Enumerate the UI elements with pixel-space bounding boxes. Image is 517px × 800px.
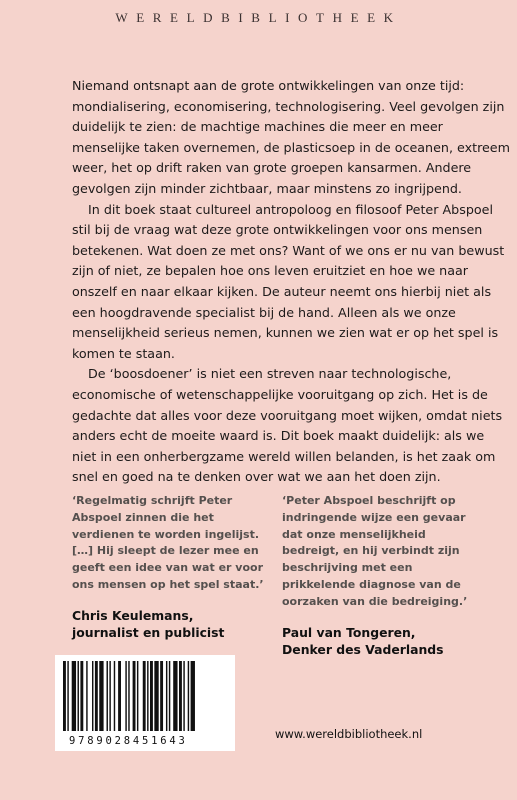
barcode-bar	[95, 661, 98, 731]
barcode-bar	[150, 661, 153, 731]
barcode-bar	[173, 661, 177, 731]
barcode-bar	[63, 661, 66, 731]
barcode-bar	[147, 661, 148, 731]
quote-text: ‘Peter Abspoel beschrijft op indringende wijze een gevaar dat onze menselijkheid bedreigt, en hij verbindt zijn beschrijving met een prikkelende diagnose van de oorzaken van die bedreiging.’	[282, 494, 468, 608]
publisher-name: WERELDBIBLIOTHEEK	[115, 10, 402, 25]
barcode-bar	[154, 661, 158, 731]
quote-text: ‘Regelmatig schrijft Peter Abspoel zinnen die het verdienen te worden ingelijst. […] Hij sleept de lezer mee en geeft een idee van wat er voor ons mensen op het spel staat.’	[72, 494, 264, 591]
barcode-bar	[183, 661, 184, 731]
barcode-bar	[188, 661, 189, 731]
barcode-bar	[107, 661, 108, 731]
isbn-barcode	[55, 655, 235, 751]
barcode-bar	[143, 661, 146, 731]
review-quote-1	[72, 493, 277, 641]
publisher-website: www.wereldbibliotheek.nl	[275, 727, 423, 741]
barcode-bar	[80, 661, 83, 731]
back-cover-blurb	[72, 76, 510, 488]
barcode-bar	[72, 661, 76, 731]
barcode-bar	[133, 661, 136, 731]
barcode-bar	[114, 661, 115, 731]
barcode-bar	[67, 661, 68, 731]
barcode-bar	[78, 661, 79, 731]
quote-author: Chris Keulemans,	[72, 607, 194, 623]
blurb-paragraph-1: Niemand ontsnapt aan de grote ontwikkelingen van onze tijd: mondialisering, economisering, technologisering. Veel gevolgen zijn duidelijk te zien: de machtige machines die meer en meer menselijke taken overnemen, de plasticsoep in de oceanen, extreem weer, het op drift raken van grote groepen kansarmen. Andere gevolgen zijn minder zichtbaar, maar minstens zo ingrijpend.	[72, 78, 510, 196]
blurb-paragraph-2: In dit boek staat cultureel antropoloog en filosoof Peter Abspoel stil bij de vraag wat deze grote ontwikkelingen voor ons mensen betekenen. Wat doen ze met ons? Want of we ons er nu van bewust zijn of niet, ze bepalen hoe ons leven eruitziet en hoe we naar onszelf en naar elkaar kijken. De auteur neemt ons hierbij niet als een hoogdravende specialist bij de hand. Alleen als we onze menselijkheid serieus nemen, kunnen we zien wat er op het spel is komen te staan.	[72, 201, 505, 361]
blurb-paragraph-3: De ‘boosdoener’ is niet een streven naar technologische, economische of wetenschappelijke vooruitgang op zich. Het is de gedachte dat alles voor deze vooruitgang moet wijken, omdat niets anders echt de moeite waard is. Dit boek maakt duidelijk: als we niet in een onherbergzame wereld willen belanden, is het zaak om snel en goed na te denken over wat we aan het doen zijn.	[72, 366, 503, 485]
barcode-bar	[92, 661, 93, 731]
quote-author-role: Denker des Vaderlands	[282, 641, 444, 657]
barcode-bar	[125, 661, 126, 731]
review-quote-2	[282, 493, 482, 658]
barcode-bar	[86, 661, 87, 731]
barcode-bar	[128, 661, 129, 731]
barcode-bar	[169, 661, 170, 731]
quote-attribution	[282, 624, 482, 658]
quote-author: Paul van Tongeren,	[282, 624, 416, 640]
barcode-bar	[99, 661, 103, 731]
barcode-bars-icon	[61, 661, 229, 733]
quote-author-role: journalist en publicist	[72, 624, 225, 640]
barcode-bar	[191, 661, 195, 731]
barcode-bar	[160, 661, 163, 731]
barcode-bar	[179, 661, 182, 731]
quote-attribution	[72, 607, 277, 641]
barcode-bar	[137, 661, 138, 731]
isbn-number: 9789028451643	[69, 735, 188, 747]
barcode-bar	[166, 661, 167, 731]
barcode-bar	[118, 661, 121, 731]
barcode-bar	[109, 661, 110, 731]
